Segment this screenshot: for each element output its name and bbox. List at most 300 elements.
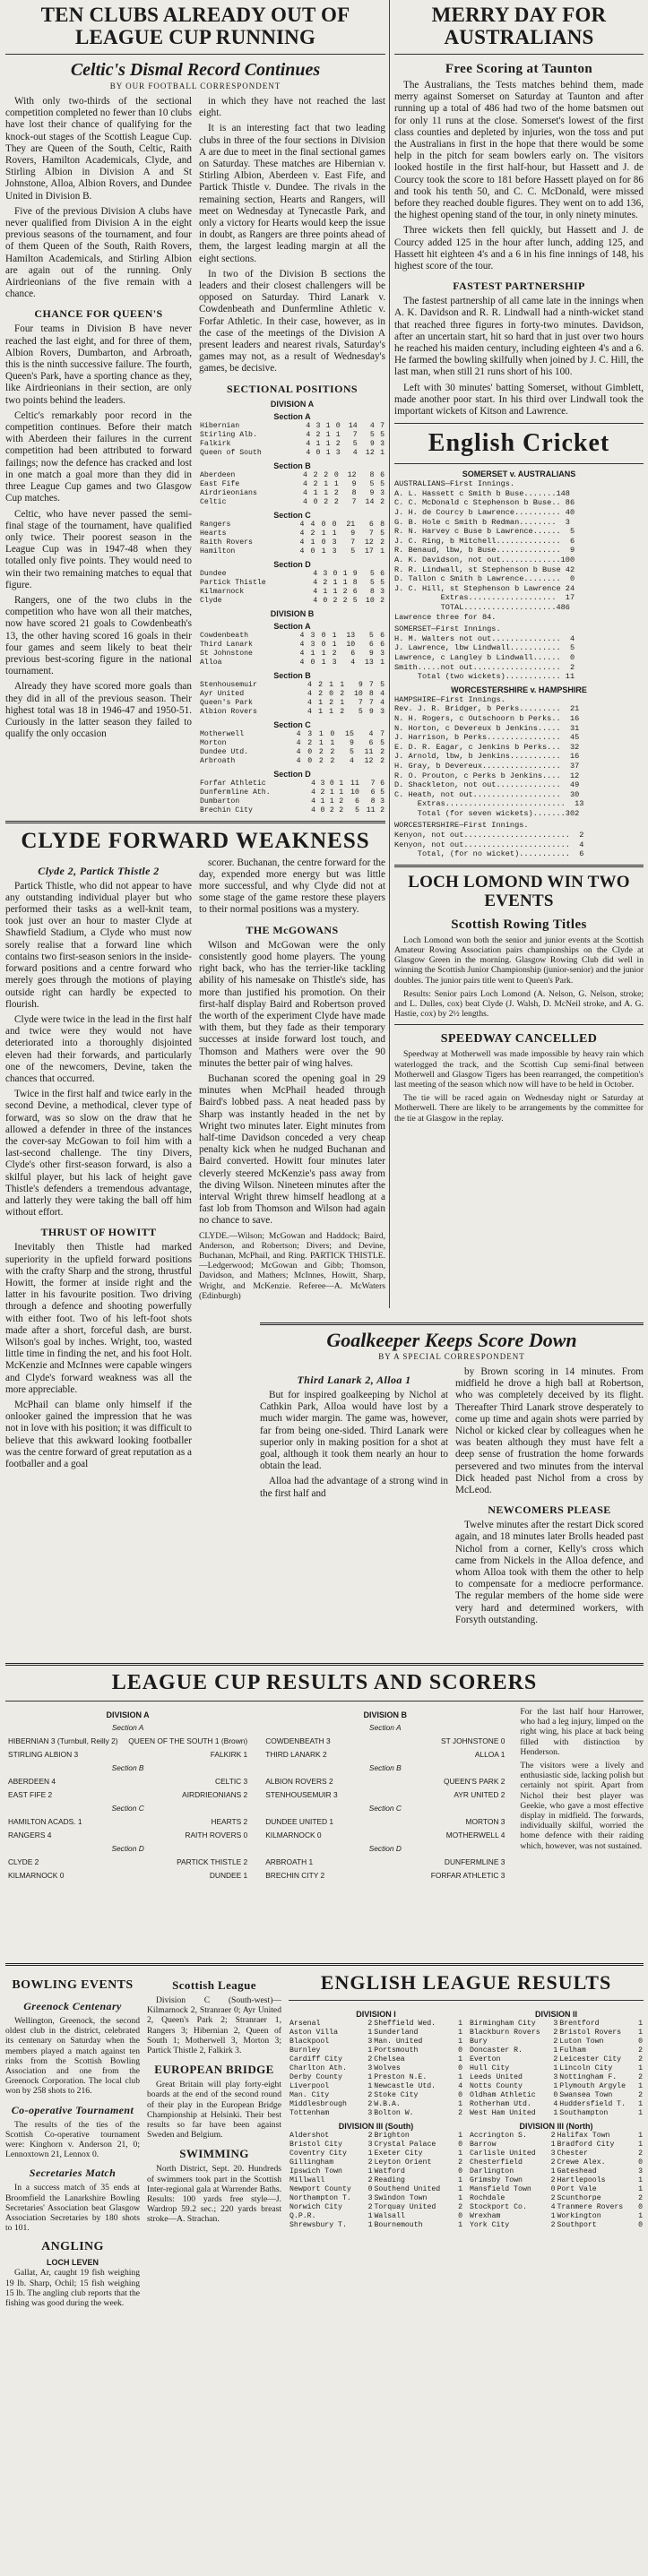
para: The Australians, the Tests matches behind them, made merry against Somerset on Saturday at Taunton and after running up a total of 486 had two of the home batsmen out for only 11 runs at the close. Somerset's lowest of the first class counties and depleted by injuries, won the toss and put the Australians in first in the hope that there would be some help in the pitch for seam bowlers early on. The visitors looked hostile in the first half-hour, but Hassett and J. de Courcy took the score to 181 before Hassett played on for 86 and took his tenth 50, and C. C. McDonald, were missed before they reached double figures. They went on to add 136, the highest opening stand of the tour, in only ninety minutes. [394,80,644,221]
stat-cell: 12 [365,448,375,457]
team-name: Torquay United [374,2203,436,2211]
results-headline: LEAGUE CUP RESULTS AND SCORERS [111,1671,538,1694]
team-name: Man. United [374,2038,423,2046]
stat-cell: 6 [380,640,384,649]
stat-cell: 0 [321,538,326,547]
score: 1 [550,2167,556,2175]
team-name: Cowdenbeath [200,631,249,640]
positions-title: SECTIONAL POSITIONS [227,382,358,395]
stat-cell: 1 [325,421,331,430]
stat-cell: 0 [313,497,318,506]
stat-cell: 8 [369,587,375,596]
home-team: ALBION ROVERS 2 [265,1777,333,1786]
score: 1 [638,2132,643,2140]
home-team: CLYDE 2 [8,1857,39,1866]
match-row [289,2141,463,2150]
stat-cell: 3 [380,587,384,596]
match-row [289,2185,463,2194]
match-row [289,2073,463,2082]
result-row [7,1722,248,1734]
stat-cell: 1 [332,640,337,649]
stat-cell: 10 [346,640,356,649]
match-row [289,2091,463,2100]
division-label: DIVISION A [106,1710,150,1719]
score: 0 [458,2167,462,2175]
stat-cell: 4 [311,797,316,806]
team-name: Raith Rovers [200,538,253,547]
team-name: Arbroath [200,756,236,765]
stat-cell: 1 [320,797,325,806]
result-row [264,1830,505,1841]
stat-cell: 1 [325,430,331,439]
team-name: Accrington S. [470,2132,527,2140]
para: Twelve minutes after the restart Dick scored again, and 18 minutes later Brolls headed past Nichol from a corner, Kelly's cross which came from Nickels in the Alloa defence, and whom Alloa took with them the other to help to compensate for a mediocre performance. The regular members of the home side were very hard and determined workers, with Forsyth outstanding. [455,1520,644,1625]
section-label: Section B [111,1763,144,1772]
score: 1 [638,2082,643,2090]
para: The visitors were a lively and enthusiastic side, lacking polish but certainly not spirit. Apart from Nichol their best player was Geekie, who gave a most effective display in midfield. The forwards, individually skilful, worried the home defence with their raiding which, however, was not sustained. [520,1761,644,1851]
match-row [289,2158,463,2167]
match-row [469,2073,644,2082]
result-row [7,1857,248,1868]
score: 1 [458,2185,462,2193]
section-label: Section B [368,1763,402,1772]
para: With only two-thirds of the sectional competition completed no fewer than 10 clubs have lost their chance of qualifying for the knock-out stages of the Scottish League Cup. They are Queen of the South, Celtic, Raith Rovers, Hamilton Academicals, Clyde, and Stirling Albion in Division A and St Johnstone, Alloa, Albion Rovers, and Dundee United in Division B. [5,96,192,202]
stat-cell: 6 [368,738,374,747]
stat-cell: 1 [318,698,324,707]
team-name: Airdrieonians [200,488,257,497]
stat-cell: 4 [296,747,301,756]
stat-cell: 1 [329,797,334,806]
result-row [264,1857,505,1868]
score: 1 [553,2064,558,2072]
stat-cell: 4 [299,649,305,658]
stat-cell: 2 [318,756,324,765]
section-label: Section A [111,1723,144,1732]
team-name: Barrow [470,2141,497,2149]
score: 1 [638,2100,643,2108]
stat-cell: 5 [369,569,375,578]
stat-cell: 0 [310,658,315,667]
stat-cell: 4 [369,421,375,430]
team-name: Chelsea [374,2055,405,2063]
match-row [289,2203,463,2212]
score: 3 [553,2073,558,2081]
score: 2 [367,2091,373,2099]
stat-cell: 2 [333,488,339,497]
stat-cell: 1 [310,538,315,547]
para: Four teams in Division B have never reached the last eight, and for three of them, Albion Rovers, Dumbarton, and Arbroath, this is the ninth successive failure. The fourth, Queen's Park, have a sporting chance as they, like Airdrieonians in their section, are only two points behind the leaders. [5,323,192,406]
stat-cell: 3 [310,640,315,649]
team-name: Rochdale [470,2194,505,2202]
stat-cell: 1 [315,439,321,448]
stat-cell: 15 [345,729,354,738]
away-team: ALLOA 1 [474,1750,505,1759]
score: 1 [638,2064,643,2072]
score: 0 [458,2046,462,2055]
section-label: Section D [368,1844,402,1853]
stat-cell: 2 [339,797,344,806]
scottish-league-column [147,1971,281,2312]
stat-cell: 3 [320,779,325,788]
team-name: Forfar Athletic [200,779,266,788]
home-team: STIRLING ALBION 3 [8,1750,79,1759]
result-row [264,1789,505,1801]
standings-row [199,489,385,498]
standings-table [199,521,385,556]
score: 3 [367,2194,373,2202]
stat-cell: 1 [329,707,334,716]
team-name: Bristol Rovers [559,2029,622,2037]
stat-cell: 9 [349,738,354,747]
stat-cell: 9 [351,479,357,488]
stat-cell: 2 [380,596,384,605]
team-name: Ayr United [200,689,245,698]
home-team: KILMARNOCK 0 [265,1831,322,1839]
stat-cell: 5 [349,747,354,756]
stat-cell: 4 [299,538,305,547]
para: Five of the previous Division A clubs have never qualified from Division A in the eight previous seasons of the tournament, and four of them Queen of the South, Raith Rovers, Hamilton Academicals, and Stirling Albion are again out of the running. Only Airdrieonians of the five remain with a chance. [5,205,192,300]
stat-cell: 1 [380,448,384,457]
stat-cell: 0 [307,747,313,756]
team-name: Chester [557,2150,588,2158]
result-row [7,1803,248,1814]
stat-cell: 4 [303,470,307,479]
match-row [469,2064,644,2073]
team-name: Everton [470,2055,501,2063]
team-name: Bristol City [289,2141,342,2149]
para: North District, Sept. 20. Hundreds of swimmers took part in the Scottish Inter-regional gala at Warrender Baths. Results: 100 yards free style—J. Wardrop 59.2 sec.; 220 yards breast stroke—A. Strachan. [147,2164,281,2225]
stat-cell: 13 [365,658,374,667]
stat-cell: 6 [380,631,384,640]
team-name: Hibernian [200,421,240,430]
stat-cell: 4 [313,569,318,578]
score: 1 [367,2221,373,2229]
para: by Brown scoring in 14 minutes. From midfield he drove a high ball at Robertson, who was completely deceived by its flight. Thereafter Third Lanark strove desperately to come up time and again shots were parried by Nichol or kicked clear by colleagues when he was beaten although they must have felt a deep sense of frustration the home forwards persevered and two minutes from the interval Dick headed past Nichol from a cross by McLeod. [455,1366,644,1496]
score: 4 [458,2082,462,2090]
stat-cell: 3 [380,707,384,716]
team-name: Brighton [374,2132,410,2140]
standings-row [199,431,385,440]
score: 3 [550,2150,556,2158]
team-name: Swansea Town [559,2091,613,2099]
match-row [289,2046,463,2055]
bottom-band [5,1958,644,2572]
stat-cell: 11 [364,747,374,756]
stat-cell: 4 [368,729,374,738]
team-name: Leicester City [559,2055,622,2063]
stat-cell: 14 [348,421,358,430]
standings-table [199,681,385,717]
score: 0 [638,2158,643,2167]
stat-cell: 1 [330,738,335,747]
english-results-div3s [289,2132,463,2230]
team-name: Dundee [200,569,227,578]
team-name: Nottingham F. [559,2073,618,2081]
para: scorer. Buchanan, the centre forward for the day, expended more energy but was little more successful, and why Clyde did not at some stage of the game restore these players to their normal positions was a mystery. [199,857,385,916]
team-name: Man. City [289,2091,330,2099]
section-label: Section C [368,1804,402,1813]
team-name: Hull City [470,2064,510,2072]
team-name: Birmingham City [470,2020,536,2028]
stat-cell: 7 [352,430,358,439]
standings-row [199,632,385,641]
score: 0 [458,2141,462,2149]
stat-cell: 5 [380,430,384,439]
team-name: Albion Rovers [200,707,257,716]
para: Three wickets then fell quickly, but Hassett and J. de Courcy added 125 in the hour after lunch, adding 125, and Hassett hit eighteen 4's and a 6 in his fine innings of 148, his highest score of the tour. [394,225,644,272]
stat-cell: 6 [380,470,384,479]
scorecard-worcestershire: WORCESTERSHIRE—First Innings. Kenyon, not out....................... 2 Kenyon, not out....................... 4 Total, (for no wicket)........... 6 [394,821,584,859]
team-name: Chesterfield [470,2158,523,2167]
score: 1 [458,2020,462,2028]
score: 2 [458,2158,462,2167]
match-row [289,2167,463,2176]
para: McPhail can blame only himself if the onlooker gained the impression that he was not in love with his position; it was difficult to believe that this awkward looking footballer was the centre forward of great reputation as a footballer and a goal [5,1400,192,1470]
team-name: Kilmarnock [200,587,245,596]
byline: BY A SPECIAL CORRESPONDENT [378,1352,525,1361]
stat-cell: 1 [321,529,326,538]
standings-table [199,422,385,458]
team-name: Arsenal [289,2020,321,2028]
score: 1 [458,2038,462,2046]
score: 1 [367,2150,373,2158]
article-col-1 [5,96,192,815]
stat-cell: 4 [306,448,311,457]
match-row [289,2055,463,2064]
para: The results of the ties of the Scottish Co-operative tournament were: Kinghorn v. Anderson 21, 0; Lennoxtown 21, Lennox 0. [5,2119,140,2160]
score: 0 [458,2091,462,2099]
team-name: York City [470,2221,510,2229]
bridge-heading: EUROPEAN BRIDGE [154,2063,274,2077]
stat-cell: 0 [323,596,328,605]
team-name: Hamilton [200,547,236,556]
team-name: Aldershot [289,2132,330,2140]
stat-cell: 1 [342,578,348,587]
standings-row [199,730,385,739]
stat-cell: 7 [380,421,384,430]
team-name: Preston N.E. [374,2073,428,2081]
score: 0 [550,2185,556,2193]
para: Celtic's remarkably poor record in the competition continues. Before their match with Aberdeen their failures in the current competition had been attributed to forward failings; now the defence has cracked and lost in one match a goal more than they did in three League Cup games and two Glasgow Cup matches. [5,409,192,504]
match-row [289,2176,463,2185]
standings-row [199,547,385,556]
score: 2 [553,2029,558,2037]
stat-cell: 8 [351,488,357,497]
section-label: Section C [111,1804,144,1813]
stat-cell: 4 [313,596,318,605]
team-name: Crewe Alex. [557,2158,606,2167]
standings-row [199,681,385,690]
match-row [469,2091,644,2100]
team-name: Partick Thistle [200,578,266,587]
stat-cell: 1 [318,707,324,716]
stat-cell: 4 [307,680,312,689]
standings-row [199,579,385,588]
section-label: Section B [273,670,311,680]
home-team: THIRD LANARK 2 [265,1750,327,1759]
score: 0 [638,2221,643,2229]
stat-cell: 7 [358,698,363,707]
stat-cell: 1 [329,788,334,797]
crosshead: THE McGOWANS [246,923,339,936]
away-team: ST JOHNSTONE 0 [441,1736,505,1745]
team-name: Stockport Co. [470,2203,527,2211]
stat-cell: 4 [296,729,301,738]
home-team: ABERDEEN 4 [8,1777,56,1786]
match-row [469,2185,644,2194]
para: Already they have scored more goals than they did in all of the previous season. Their highest total was 18 in 1946-47 and 1950-51. Curiously in the latter season they failed to qualify the only occasion [5,681,192,740]
score: 2 [638,2055,643,2063]
stat-cell: 21 [346,520,356,529]
stat-cell: 0 [329,689,334,698]
team-name: Millwall [289,2176,325,2184]
stat-cell: 8 [352,578,358,587]
match-row [289,2020,463,2029]
english-cricket-heading: English Cricket [428,429,610,458]
stat-cell: 10 [350,788,359,797]
stat-cell: 2 [313,479,318,488]
standings-row [199,699,385,708]
stat-cell: 4 [349,756,354,765]
stat-cell: 4 [299,631,305,640]
stat-cell: 5 [368,631,374,640]
stat-cell: 2 [315,430,321,439]
section-label: Section A [273,621,311,631]
away-team: AIRDRIEONIANS 2 [182,1790,248,1799]
stat-cell: 4 [299,640,305,649]
match-row [289,2132,463,2141]
team-name: Lincoln City [559,2064,613,2072]
stat-cell: 2 [380,497,384,506]
match-row [469,2038,644,2046]
stat-cell: 1 [325,439,331,448]
stat-cell: 0 [310,547,315,556]
byline: BY OUR FOOTBALL CORRESPONDENT [109,82,281,90]
result-row [264,1870,505,1882]
stat-cell: 12 [364,756,374,765]
team-name: Gateshead [557,2167,597,2175]
stat-cell: 1 [333,587,338,596]
stat-cell: 4 [350,658,356,667]
stat-cell: 1 [324,479,329,488]
team-lineups: CLYDE.—Wilson; McGowan and Haddock; Baird, Anderson, and Robertson; Divers; and Devine, Buchanan, McPhail, and Ring. PARTICK THISTLE.—Ledgerwood; McGowan and Gibb; Thomson, Davidson, and Mathers; McInnes, Howitt, Sharp, Wright, and McKenzie. Referee—A. McWaters (Edinburgh) [199,1230,385,1301]
division-label: DIVISION I [356,2010,396,2019]
team-name: Celtic [200,497,227,506]
score: 2 [367,2020,373,2028]
match-row [289,2064,463,2073]
para: Celtic, who have never passed the semi-final stage of the tournament, have qualified only twice. Their poorest season in the League Cup was in 1947-48 when they totalled only five points. They would need to win their two remaining matches to equal that figure. [5,508,192,590]
team-name: Stoke City [374,2091,419,2099]
away-team: FALKIRK 1 [210,1750,248,1759]
stat-cell: 1 [380,547,384,556]
stat-cell: 4 [307,698,312,707]
para: In two of the Division B sections the leaders and their closest challengers will be opposed on Saturday. Third Lanark v. Cowdenbeath and Dunfermline Athletic v. Forfar Athletic. In their case, however, as in the case of the meetings of the Division A present leaders and nearest rivals, Saturday's games may not, as a result of Wednesday's games, be decisive. [199,268,385,375]
sectional-tables-div-a [199,412,385,606]
english-league-headline: ENGLISH LEAGUE RESULTS [320,1971,612,1994]
stat-cell: 7 [368,680,374,689]
stat-cell: 1 [310,649,315,658]
standings-row [199,530,385,538]
stat-cell: 7 [350,538,356,547]
stat-cell: 9 [369,439,375,448]
stat-cell: 2 [333,596,338,605]
stat-cell: 1 [333,578,338,587]
para: Partick Thistle, who did not appear to have any outstanding individual player but who performed their tasks as a well-knit team, took just over an hour to master Clyde at Shawfield Stadium, a Clyde who must now sorely realise that a forward line which contains two first-season seniors in the inside-forward positions and a centre forward who merely goes through the motions of playing outside right can hardly be expected to flourish. [5,880,192,1010]
team-name: Doncaster R. [470,2046,523,2055]
stat-cell: 1 [313,488,318,497]
match-row [469,2046,644,2055]
score: 1 [458,2194,462,2202]
match-row [469,2055,644,2064]
stat-cell: 2 [329,806,334,814]
stat-cell: 7 [368,529,374,538]
match-row [469,2176,644,2185]
scorecard-hampshire: HAMPSHIRE—First Innings. Rev. J. R. Bridger, b Perks......... 21 N. H. Rogers, c Outschoorn b Perks.. 16 N. Horton, c Devereux b Jenkins..... 31 J. Harrison, b Perks................ 45 E. D. R. Eagar, c Jenkins b Perks... 32 J. Arnold, lbw, b Jenkins........... 16 H. Gray, b Devereux................. 37 R. O. Prouton, c Perks b Jenkins.... 12 D. Shackleton, not out.............. 49 C. Heath, not out................... 30 Extras.......................... 13 Total (for seven wickets).......302 [394,694,584,818]
score: 2 [367,2100,373,2108]
stat-cell: 12 [365,538,374,547]
team-name: Morton [200,738,227,747]
score: 4 [550,2203,556,2211]
stat-cell: 3 [323,569,328,578]
stat-cell: 1 [340,680,345,689]
score: 1 [638,2141,643,2149]
section-label: Section D [273,559,311,569]
score: 2 [550,2194,556,2202]
clyde-col-1 [5,857,192,1475]
team-name: Leeds United [470,2073,523,2081]
stat-cell: 0 [320,806,325,814]
para: Great Britain will play forty-eight boards at the end of the second round of their play in the European Bridge Championship at Helsinki. Their best results so far have been against Sweden and Belgium. [147,2080,281,2141]
division-label: DIVISION II [534,2010,577,2019]
away-team: QUEEN'S PARK 2 [443,1777,505,1786]
clyde-headline: CLYDE FORWARD WEAKNESS [21,828,370,853]
para: Division C (South-west)—Kilmarnock 2, Stranraer 0; Ayr United 2, Queen's Park 2; Stranraer 1, Rangers 3; Hibernian 2, Queen of South 1; Motherwell 3, Morton 3; Partick Thistle 2, Falkirk 3. [147,1995,281,2056]
result-row [264,1762,505,1774]
stat-cell: 1 [339,779,344,788]
stat-cell: 14 [365,497,375,506]
stat-cell: 6 [350,649,356,658]
stat-cell: 1 [321,547,326,556]
goalkeeper-article [260,1317,644,1658]
stat-cell: 3 [380,649,384,658]
stat-cell: 0 [321,631,326,640]
team-name: Plymouth Argyle [559,2082,626,2090]
standings-table [199,730,385,766]
standings-row [199,748,385,757]
match-row [469,2029,644,2038]
team-name: Gillingham [289,2158,334,2167]
stat-cell: 2 [332,649,337,658]
standings-row [199,570,385,579]
result-row [264,1776,505,1788]
sectional-tables-div-b [199,622,385,815]
stat-cell: 4 [303,488,307,497]
section-label: Section D [273,769,311,779]
home-team: BRECHIN CITY 2 [265,1871,325,1880]
team-name: Scunthorpe [557,2194,601,2202]
speedway-heading: SPEEDWAY CANCELLED [440,1032,598,1047]
team-name: Charlton Ath. [289,2064,347,2072]
score: 3 [367,2109,373,2117]
stat-cell: 2 [323,578,328,587]
team-name: Mansfield Town [470,2185,531,2193]
stat-cell: 3 [332,538,337,547]
division-label: DIVISION B [270,608,315,618]
score: 4 [553,2100,558,2108]
stat-cell: 4 [310,520,315,529]
stat-cell: 4 [380,689,384,698]
score: 1 [458,2150,462,2158]
